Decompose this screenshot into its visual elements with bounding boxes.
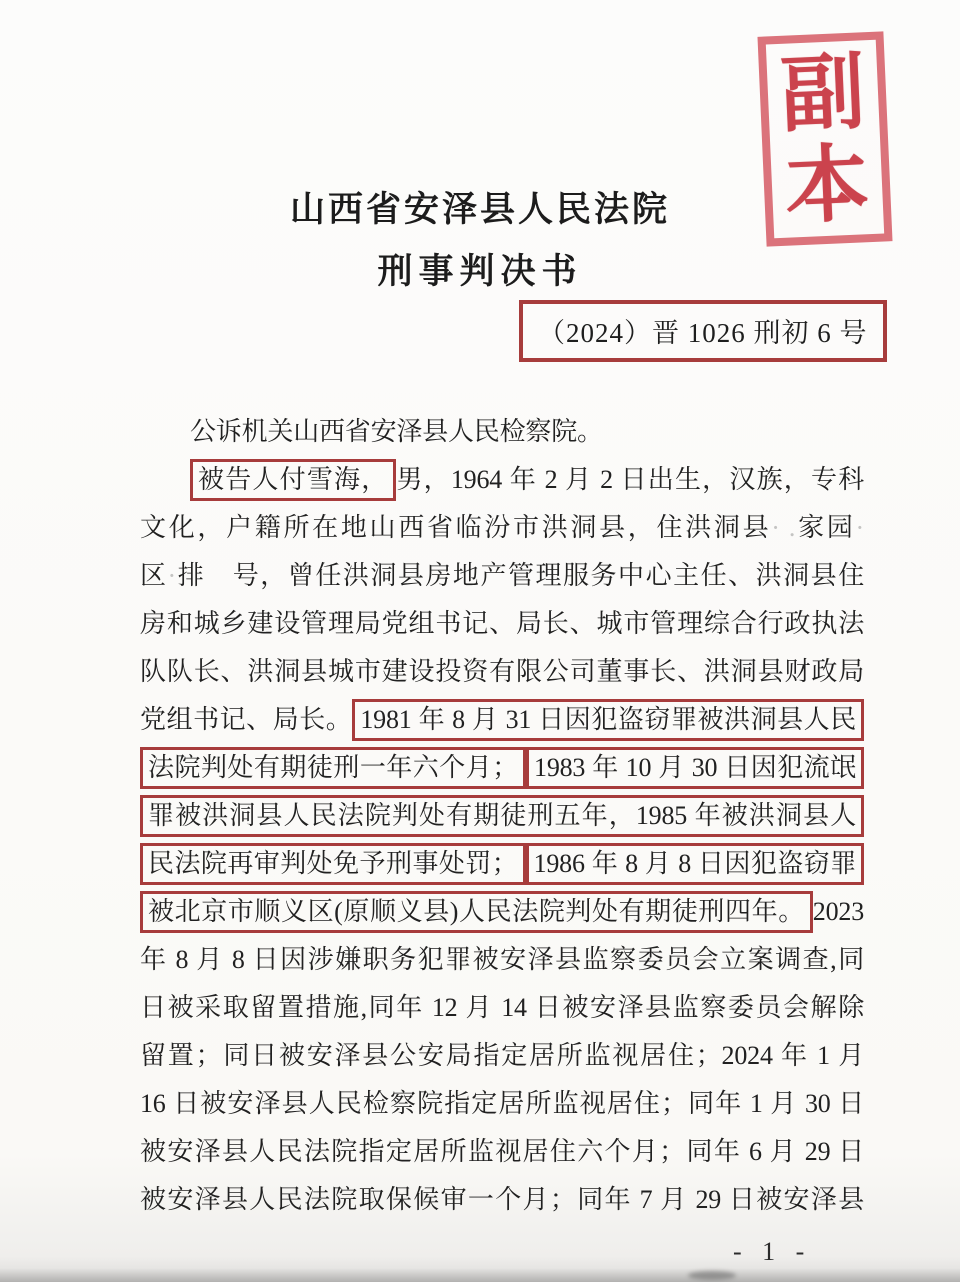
body-line	[140, 456, 864, 504]
body-line	[140, 696, 864, 744]
text-segment	[205, 561, 233, 590]
case-number-box	[519, 300, 887, 362]
body-line	[140, 600, 864, 648]
stamp-char-top: 副	[778, 43, 867, 142]
body-line	[140, 936, 864, 984]
redacted-mark: · .	[771, 513, 796, 542]
body-line	[140, 648, 864, 696]
body-line	[140, 1128, 864, 1176]
redacted-mark: ·	[855, 513, 864, 542]
text-segment: 留置；同日被安泽县公安局指定居所监视居住；2024 年 1 月	[140, 1041, 864, 1070]
body-line	[140, 792, 864, 840]
text-segment: 排	[176, 561, 206, 590]
body-line	[140, 888, 864, 936]
body-line	[140, 552, 864, 600]
text-segment: 党组书记、局长。	[140, 705, 353, 734]
text-segment: 家园	[795, 513, 856, 542]
court-name: 山西省安泽县人民法院	[289, 190, 670, 229]
redacted-mark: ·	[167, 561, 176, 590]
body-line	[140, 984, 864, 1032]
highlight-box: 法院判处有期徒刑一年六个月；	[140, 747, 526, 789]
case-number: （2024）晋 1026 刑初 6 号	[538, 318, 868, 348]
page-bottom-shadow	[0, 1268, 960, 1282]
text-segment: 区	[140, 561, 168, 590]
text-segment: 16 日被安泽县人民检察院指定居所监视居住；同年 1 月 30 日	[140, 1089, 864, 1118]
highlight-box: 罪被洪洞县人民法院判处有期徒刑五年，1985 年被洪洞县人	[140, 795, 864, 837]
text-segment: 号，曾任洪洞县房地产管理服务中心主任、洪洞县住	[232, 561, 864, 590]
highlight-box: 民法院再审判处免予刑事处罚；	[140, 843, 526, 885]
body-line	[140, 1176, 864, 1224]
document-title	[0, 182, 960, 294]
document-type: 刑事判决书	[377, 252, 583, 291]
body-line	[140, 504, 864, 552]
text-segment: 文化，户籍所在地山西省临汾市洪洞县，住洪洞县	[140, 513, 772, 542]
text-segment: 男，1964 年 2 月 2 日出生，汉族，专科	[396, 465, 864, 494]
text-segment: 公诉机关山西省安泽县人民检察院。	[190, 417, 603, 446]
body-text	[140, 408, 864, 1224]
text-segment: 年 8 月 8 日因涉嫌职务犯罪被安泽县监察委员会立案调查,同	[140, 945, 864, 974]
body-line	[140, 744, 864, 792]
text-segment: 队队长、洪洞县城市建设投资有限公司董事长、洪洞县财政局	[140, 657, 864, 686]
text-segment: 日被采取留置措施,同年 12 月 14 日被安泽县监察委员会解除	[140, 993, 864, 1022]
body-line	[140, 1080, 864, 1128]
text-segment: 被安泽县人民法院取保候审一个月；同年 7 月 29 日被安泽县	[140, 1185, 864, 1214]
text-segment: 被安泽县人民法院指定居所监视居住六个月；同年 6 月 29 日	[140, 1137, 864, 1166]
highlight-box: 1983 年 10 月 30 日因犯流氓	[526, 747, 864, 789]
text-segment: 房和城乡建设管理局党组书记、局长、城市管理综合行政执法	[140, 609, 864, 638]
body-line	[140, 408, 864, 456]
stamp-char-bottom: 本	[782, 136, 872, 235]
body-line	[140, 840, 864, 888]
highlight-box: 1986 年 8 月 8 日因犯盗窃罪	[526, 843, 864, 885]
page-number: - 1 -	[733, 1237, 812, 1266]
highlight-box: 被告人付雪海，	[190, 459, 396, 501]
highlight-box: 1981 年 8 月 31 日因犯盗窃罪被洪洞县人民	[352, 699, 864, 741]
highlight-box: 被北京市顺义区(原顺义县)人民法院判处有期徒刑四年。	[140, 891, 813, 933]
body-line	[140, 1032, 864, 1080]
text-segment: 2023	[812, 897, 864, 926]
